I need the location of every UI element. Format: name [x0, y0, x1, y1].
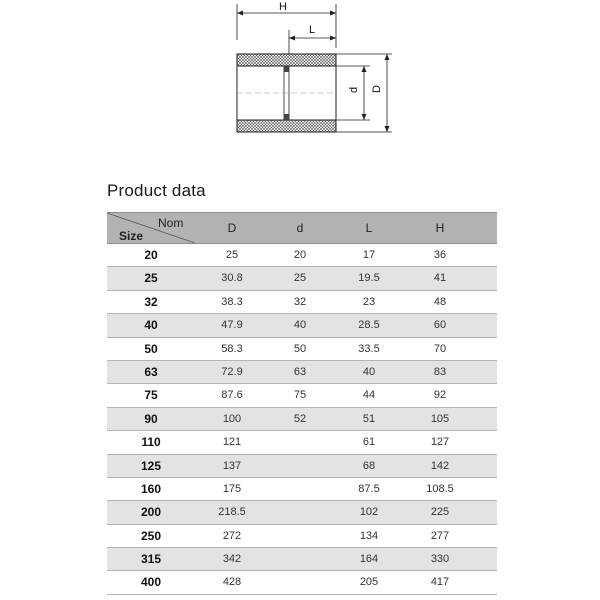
- cell-L: 164: [359, 553, 379, 566]
- dimension-D-label: D: [371, 85, 383, 93]
- cell-size: 20: [144, 248, 158, 262]
- cell-L: 44: [362, 389, 376, 402]
- dimension-L-label: L: [309, 24, 316, 36]
- cell-L: 23: [362, 295, 376, 308]
- table-row: [107, 571, 497, 594]
- cell-D: 100: [222, 412, 242, 425]
- cell-size: 250: [140, 528, 162, 543]
- cell-size: 40: [144, 318, 158, 333]
- cell-H: 36: [433, 249, 447, 261]
- dimension-H-label: H: [279, 1, 287, 13]
- cell-L: 51: [362, 412, 376, 425]
- cell-H: 108.5: [426, 482, 454, 495]
- coupling-technical-drawing: [0, 0, 600, 180]
- cell-L: 102: [359, 506, 379, 519]
- cell-L: 87.5: [358, 482, 380, 495]
- cell-size: 200: [140, 505, 162, 520]
- cell-L: 33.5: [358, 342, 380, 355]
- table-row: [107, 338, 497, 361]
- cell-d: [265, 548, 335, 570]
- cell-H: 48: [433, 295, 447, 308]
- cell-d: [265, 455, 335, 477]
- cell-size: 50: [144, 341, 158, 356]
- cell-H: 277: [430, 529, 450, 542]
- table-row: [107, 361, 497, 384]
- table-row: [107, 244, 497, 267]
- cell-size: 63: [144, 364, 158, 379]
- product-data-table: [107, 212, 497, 595]
- header-col-d: d: [296, 221, 304, 235]
- header-corner-size: Size: [119, 229, 144, 243]
- cell-d: [265, 501, 335, 523]
- cell-H: 60: [433, 319, 447, 332]
- table-row: [107, 478, 497, 501]
- table-header: [107, 212, 497, 244]
- cell-H: 142: [430, 459, 450, 472]
- table-row: [107, 525, 497, 548]
- cell-d: 63: [293, 365, 307, 378]
- cell-size: 110: [141, 435, 161, 450]
- cell-L: 17: [362, 249, 376, 261]
- cell-d: [265, 431, 335, 453]
- cell-H: 330: [430, 553, 450, 566]
- cell-size: 160: [140, 481, 162, 496]
- cell-L: 205: [359, 576, 379, 589]
- cell-size: 75: [144, 388, 158, 403]
- cell-H: 41: [433, 272, 447, 285]
- header-corner-nom: Nom: [158, 216, 184, 230]
- cell-size: 400: [140, 575, 162, 590]
- cell-D: 87.6: [221, 389, 243, 402]
- cell-H: 225: [430, 506, 450, 519]
- cell-D: 272: [222, 529, 242, 542]
- header-col-L: L: [365, 221, 373, 235]
- cell-size: 125: [140, 458, 162, 473]
- cell-size: 315: [140, 552, 162, 567]
- cell-H: 417: [430, 576, 450, 589]
- cell-D: 121: [222, 436, 242, 449]
- cell-D: 30.8: [221, 272, 243, 285]
- cell-d: 32: [293, 295, 307, 308]
- cell-d: [265, 571, 335, 593]
- table-row: [107, 548, 497, 571]
- header-col-D: D: [227, 221, 237, 235]
- dimension-d-label: d: [348, 86, 360, 93]
- cell-d: 40: [293, 319, 307, 332]
- cell-D: 25: [225, 249, 239, 261]
- cell-d: [265, 478, 335, 500]
- cell-L: 19.5: [358, 272, 380, 285]
- cell-size: 25: [144, 271, 158, 286]
- cell-D: 72.9: [221, 365, 243, 378]
- cell-D: 428: [222, 576, 242, 589]
- cell-size: 32: [144, 294, 158, 309]
- cell-L: 28.5: [358, 319, 380, 332]
- cell-D: 38.3: [221, 295, 243, 308]
- cell-d: 20: [293, 249, 307, 261]
- cell-D: 137: [222, 459, 242, 472]
- cell-D: 58.3: [221, 342, 243, 355]
- table-row: [107, 501, 497, 524]
- table-row: [107, 314, 497, 337]
- cell-L: 134: [359, 529, 379, 542]
- cell-L: 68: [362, 459, 376, 472]
- cell-L: 40: [362, 365, 376, 378]
- cell-D: 175: [222, 482, 242, 495]
- table-row: [107, 431, 497, 454]
- cell-d: 75: [293, 389, 307, 402]
- table-row: [107, 291, 497, 314]
- cell-H: 70: [433, 342, 447, 355]
- cell-D: 218.5: [218, 506, 246, 519]
- cell-d: [265, 525, 335, 547]
- cell-d: 25: [293, 272, 307, 285]
- cell-H: 92: [433, 389, 447, 402]
- cell-D: 47.9: [221, 319, 243, 332]
- cell-d: 50: [293, 342, 307, 355]
- cell-H: 127: [430, 436, 450, 449]
- table-row: [107, 267, 497, 290]
- section-title: Product data: [107, 181, 206, 200]
- cell-size: 90: [144, 411, 158, 426]
- cell-D: 342: [222, 553, 242, 566]
- cell-d: 52: [293, 412, 307, 425]
- cell-H: 105: [430, 412, 450, 425]
- table-row: [107, 408, 497, 431]
- cell-L: 61: [362, 436, 376, 449]
- table-row: [107, 455, 497, 478]
- table-row: [107, 384, 497, 407]
- cell-H: 83: [433, 365, 447, 378]
- header-col-H: H: [435, 221, 445, 235]
